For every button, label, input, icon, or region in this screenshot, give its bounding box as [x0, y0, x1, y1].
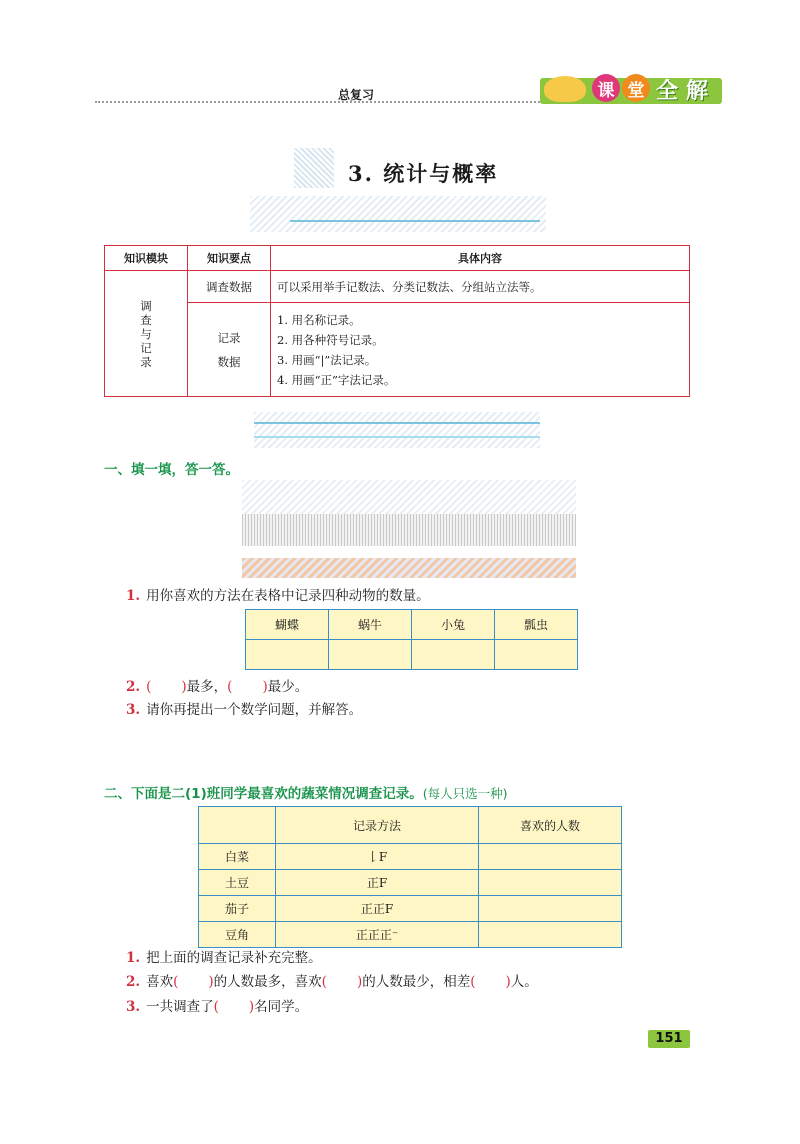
question-number: 2. — [126, 974, 141, 990]
blank-close: ) — [505, 974, 511, 990]
module-cell — [105, 271, 188, 397]
question-number: 1. — [126, 950, 141, 966]
header-content: 具体内容 — [271, 246, 690, 271]
section-title: 总复习 — [338, 88, 375, 102]
veg-name: 豆角 — [199, 922, 276, 948]
veg-count-cell[interactable] — [479, 844, 622, 870]
section2-note: (每人只选一种) — [422, 786, 508, 801]
question-text: 喜欢 — [146, 974, 174, 990]
decorative-banner — [254, 412, 540, 448]
answer-cell[interactable] — [246, 640, 329, 670]
question-text: 一共调查了 — [146, 999, 214, 1015]
veg-count-cell[interactable] — [479, 870, 622, 896]
vegetable-survey-table — [198, 806, 622, 948]
logo-char-4: 解 — [686, 79, 709, 104]
page-number: 151 — [648, 1030, 690, 1048]
answer-cell[interactable] — [495, 640, 578, 670]
point-record-label: 记录数据 — [217, 330, 241, 369]
blank-open: ( — [227, 679, 233, 695]
question-text: 人。 — [510, 974, 538, 990]
question-text: 把上面的调查记录补充完整。 — [146, 950, 322, 966]
s1-question-3 — [126, 698, 362, 718]
logo-char-3: 全 — [656, 79, 679, 104]
question-text: 的人数最多，喜欢 — [213, 974, 322, 990]
s2-question-2 — [126, 970, 538, 990]
veg-name: 土豆 — [199, 870, 276, 896]
veg-header-method: 记录方法 — [276, 807, 479, 844]
veg-header-blank — [199, 807, 276, 844]
chapter-heading — [290, 148, 510, 188]
question-text: 最多， — [186, 679, 228, 695]
blank-close: ) — [181, 679, 187, 695]
question-text: 最少。 — [267, 679, 309, 695]
animal-header: 瓢虫 — [495, 610, 578, 640]
blank-open: ( — [146, 679, 152, 695]
animal-header: 蝴蝶 — [246, 610, 329, 640]
s2-question-3 — [126, 995, 308, 1015]
veg-tally: 正正正⁻ — [276, 922, 479, 948]
animal-header: 小兔 — [412, 610, 495, 640]
header-point: 知识要点 — [188, 246, 271, 271]
point-survey: 调查数据 — [188, 271, 271, 303]
chapter-title: 3. 统计与概率 — [348, 161, 499, 186]
veg-count-cell[interactable] — [479, 896, 622, 922]
veg-tally: 正正F — [276, 896, 479, 922]
section1-title: 一、填一填，答一答。 — [104, 462, 239, 478]
logo-char-1: 课 — [592, 74, 620, 102]
record-item: 4. 用画“正”字法记录。 — [277, 372, 396, 387]
s1-question-2 — [126, 675, 308, 695]
header-divider — [95, 101, 540, 103]
blank-close: ) — [208, 974, 214, 990]
content-survey: 可以采用举手记数法、分类记数法、分组站立法等。 — [271, 271, 690, 303]
question-text: 的人数最少，相差 — [362, 974, 471, 990]
blank-open: ( — [173, 974, 179, 990]
s2-question-1 — [126, 946, 322, 966]
blank-open: ( — [470, 974, 476, 990]
answer-cell[interactable] — [329, 640, 412, 670]
section2-title-text: 二、下面是二(1)班同学最喜欢的蔬菜情况调查记录。 — [104, 786, 423, 802]
s1-question-1 — [126, 584, 430, 604]
veg-tally: 𠄌F — [276, 844, 479, 870]
question-number: 3. — [126, 702, 141, 718]
veg-header-count: 喜欢的人数 — [479, 807, 622, 844]
blank-close: ) — [356, 974, 363, 990]
point-record — [188, 303, 271, 397]
brand-logo — [540, 72, 722, 104]
veg-tally: 正F — [276, 870, 479, 896]
question-number: 1. — [126, 588, 141, 604]
record-item: 2. 用各种符号记录。 — [277, 332, 384, 347]
question-number: 3. — [126, 999, 141, 1015]
veg-count-cell[interactable] — [479, 922, 622, 948]
blank-open: ( — [321, 974, 327, 990]
module-label: 调查与记录 — [140, 298, 152, 369]
question-number: 2. — [126, 679, 141, 695]
blank-open: ( — [213, 999, 219, 1015]
veg-name: 白菜 — [199, 844, 276, 870]
question-text: 请你再提出一个数学问题，并解答。 — [146, 702, 363, 718]
record-item: 1. 用名称记录。 — [277, 312, 361, 327]
animal-tally-table — [245, 609, 578, 670]
answer-cell[interactable] — [412, 640, 495, 670]
animal-header: 蜗牛 — [329, 610, 412, 640]
chapter-pattern-icon — [294, 148, 334, 188]
record-item: 3. 用画“|”法记录。 — [277, 352, 377, 367]
decorative-banner — [250, 196, 546, 232]
question-text: 用你喜欢的方法在表格中记录四种动物的数量。 — [146, 588, 430, 604]
knowledge-table — [104, 245, 690, 397]
bear-mascot-icon — [544, 76, 586, 102]
animal-illustration — [242, 480, 576, 578]
content-record — [271, 303, 690, 397]
blank-close: ) — [248, 999, 255, 1015]
veg-name: 茄子 — [199, 896, 276, 922]
question-text: 名同学。 — [254, 999, 309, 1015]
logo-char-2: 堂 — [622, 74, 650, 102]
section2-title — [104, 782, 508, 802]
header-module: 知识模块 — [105, 246, 188, 271]
blank-close: ) — [262, 679, 268, 695]
